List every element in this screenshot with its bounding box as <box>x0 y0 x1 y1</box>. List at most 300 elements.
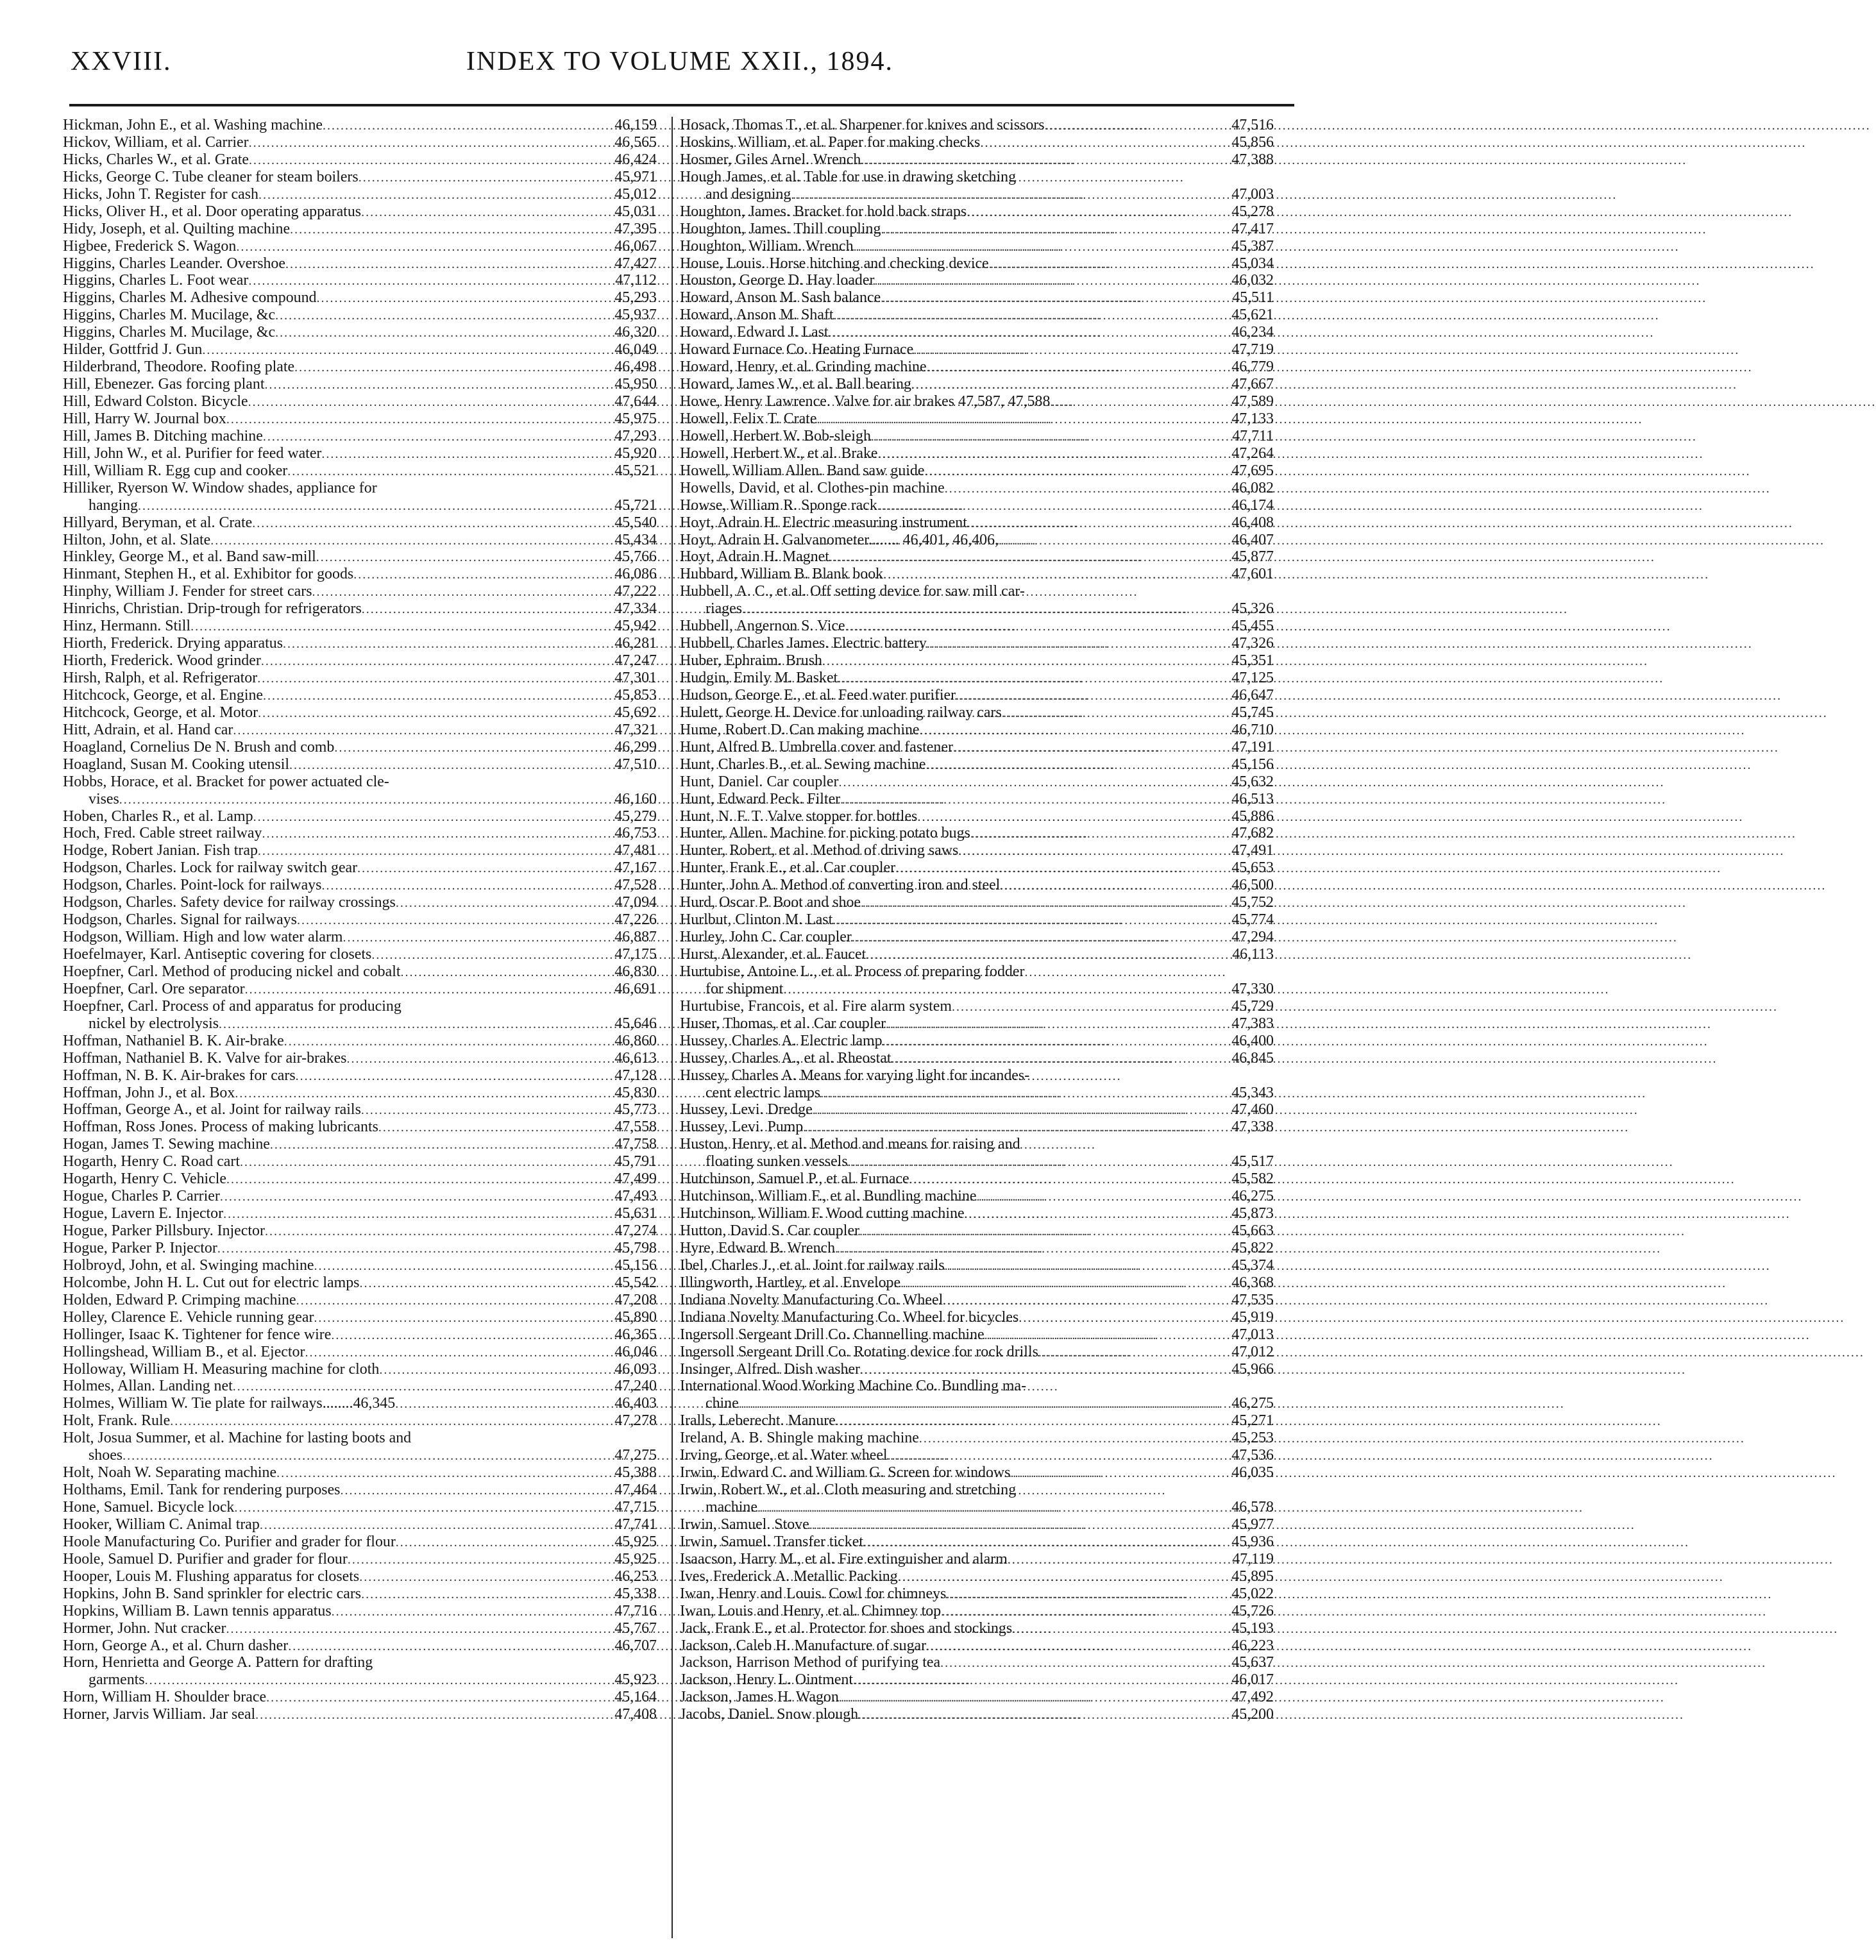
index-entry <box>63 1499 657 1516</box>
dot-leader <box>343 929 603 947</box>
right-index-column <box>680 117 1274 1723</box>
dot-leader <box>859 1223 1220 1240</box>
entry-text: Hopkins, John B. Sand sprinkler for electric cars <box>63 1585 362 1602</box>
entry-text: Holcombe, John H. L. Cut out for electric lamps <box>63 1274 360 1291</box>
entry-text: Iwan, Henry and Louis. Cowl for chimneys <box>680 1585 947 1602</box>
patent-number: 46,691 <box>614 980 657 997</box>
patent-number: 47,013 <box>1231 1326 1274 1343</box>
index-entry <box>63 410 657 428</box>
index-entry <box>63 1292 657 1309</box>
entry-text: Hough James, et al. Table for use in drawing sketching <box>680 168 1017 185</box>
entry-text: Hoch, Fred. Cable street railway <box>63 825 262 842</box>
patent-number: 45,517 <box>1231 1153 1274 1170</box>
dot-leader <box>233 1378 603 1396</box>
entry-text: Hutton, David S. Car coupler <box>680 1222 860 1239</box>
dot-leader <box>853 1672 1220 1689</box>
patent-number: 45,937 <box>614 307 657 324</box>
entry-text: Hurlbut, Clinton M. Last <box>680 911 833 929</box>
dot-leader <box>989 256 1220 273</box>
entry-text: Hone, Samuel. Bicycle lock <box>63 1499 235 1516</box>
index-entry <box>680 255 1274 273</box>
patent-number: 47,491 <box>1231 842 1274 859</box>
entry-text: Hooper, Louis M. Flushing apparatus for closets <box>63 1567 360 1585</box>
dot-leader <box>220 1188 603 1206</box>
dot-leader <box>895 860 1220 877</box>
index-entry <box>680 341 1274 359</box>
index-entry <box>63 1205 657 1222</box>
index-entry <box>680 514 1274 532</box>
patent-number: 47,326 <box>1231 635 1274 652</box>
entry-text: Ives, Frederick A. Metallic Packing <box>680 1567 898 1585</box>
patent-number: 46,275 <box>1231 1395 1274 1412</box>
dot-leader <box>321 877 603 895</box>
index-entry <box>63 1101 657 1119</box>
entry-text: and designing <box>706 185 791 203</box>
entry-text: Howard, Henry, et al. Grinding machine <box>680 359 927 376</box>
entry-text: Holley, Clarence E. Vehicle running gear <box>63 1308 314 1326</box>
patent-number: 46,046 <box>614 1343 657 1360</box>
dot-leader <box>353 566 603 584</box>
patent-number: 45,971 <box>614 168 657 185</box>
index-entry <box>63 1603 657 1620</box>
entry-text: Hickov, William, et al. Carrier <box>63 133 249 151</box>
entry-text: Hodgson, Charles. Lock for railway switch gear <box>63 859 358 877</box>
index-entry <box>680 791 1274 808</box>
patent-number: 47,715 <box>614 1499 657 1516</box>
patent-number: 46,613 <box>614 1049 657 1067</box>
entry-text: Hodgson, Charles. Point-lock for railways <box>63 877 322 894</box>
patent-number: 46,500 <box>1231 877 1274 894</box>
dot-leader <box>861 152 1220 169</box>
entry-text: Huber, Ephraim. Brush <box>680 652 822 670</box>
dot-leader <box>145 1672 603 1689</box>
entry-text: Ingersoll Sergeant Drill Co. Rotating device for rock drills <box>680 1343 1038 1360</box>
index-entry <box>680 1533 1274 1551</box>
entry-text: Howard Furnace Co. Heating Furnace <box>680 341 914 359</box>
index-entry <box>63 1085 657 1102</box>
entry-text: Hillyard, Beryman, et al. Crate <box>63 514 253 531</box>
patent-number: 47,493 <box>614 1188 657 1205</box>
index-entry <box>680 221 1274 238</box>
index-entry <box>680 1309 1274 1326</box>
index-entry <box>680 1170 1274 1188</box>
index-entry <box>680 877 1274 894</box>
entry-text: Hodgson, William. High and low water alarm <box>63 929 343 946</box>
dot-leader <box>396 895 603 912</box>
entry-text: Hill, Harry W. Journal box <box>63 410 226 427</box>
dot-leader <box>1010 1465 1220 1482</box>
patent-number: 45,830 <box>614 1084 657 1101</box>
index-entry <box>680 1568 1274 1585</box>
index-entry <box>680 151 1274 169</box>
patent-number: 47,222 <box>614 583 657 600</box>
index-entry <box>680 894 1274 911</box>
index-entry <box>680 1430 1274 1447</box>
entry-text: Hoffman, John J., et al. Box <box>63 1084 235 1101</box>
index-entry <box>680 1551 1274 1568</box>
dot-leader <box>235 1085 603 1102</box>
entry-text: Hudgin, Emily M. Basket <box>680 670 838 686</box>
entry-text: Hosack, Thomas T., et al. Sharpener for knives and scissors <box>680 117 1045 133</box>
patent-number: 45,022 <box>1231 1585 1274 1602</box>
index-entry <box>63 480 657 497</box>
index-entry <box>63 532 657 549</box>
dot-leader <box>967 515 1220 532</box>
entry-text: Hoagland, Susan M. Cooking utensil <box>63 756 290 773</box>
entry-text: Hubbell, A. C., et al. Off setting device for saw mill car- <box>680 583 1025 600</box>
dot-leader <box>289 757 603 774</box>
patent-number: 45,387 <box>1231 237 1274 255</box>
patent-number: 47,460 <box>1231 1101 1274 1119</box>
entry-text: Howard, Anson M. Sash balance <box>680 289 881 307</box>
entry-text: Iwan, Louis and Henry, et al. Chimney top <box>680 1602 942 1619</box>
entry-text: Hurd, Oscar P. Boot and shoe <box>680 894 861 911</box>
index-entry <box>63 998 657 1015</box>
entry-text: Holden, Edward P. Crimping machine <box>63 1291 296 1308</box>
index-entry <box>680 911 1274 929</box>
dot-leader <box>1050 394 1220 411</box>
entry-text: Iralls, Leberecht. Manure <box>680 1412 836 1430</box>
patent-number: 45,621 <box>1231 307 1274 324</box>
dot-leader <box>967 204 1220 221</box>
dot-leader <box>270 1136 603 1154</box>
dot-leader <box>845 618 1220 636</box>
patent-number: 47,388 <box>1231 151 1274 168</box>
patent-number: 47,334 <box>614 600 657 618</box>
dot-leader <box>945 1258 1220 1275</box>
patent-number: 46,710 <box>1231 721 1274 738</box>
index-entry <box>63 1551 657 1568</box>
patent-number: 45,338 <box>614 1585 657 1602</box>
entry-text: Hoepfner, Carl. Method of producing nickel and cobalt <box>63 963 401 980</box>
dot-leader <box>956 688 1220 705</box>
patent-number: 45,374 <box>1231 1256 1274 1274</box>
patent-number: 45,877 <box>1231 548 1274 566</box>
index-entry <box>63 670 657 687</box>
dot-leader <box>926 757 1221 774</box>
patent-number: 45,388 <box>614 1464 657 1482</box>
dot-leader <box>888 1448 1220 1465</box>
patent-number: 47,535 <box>1231 1291 1274 1308</box>
patent-number: 47,667 <box>1231 376 1274 393</box>
index-entry <box>63 946 657 963</box>
patent-number: 45,692 <box>614 704 657 721</box>
entry-text: Houghton, James. Bracket for hold back straps <box>680 203 967 220</box>
index-entry <box>63 1689 657 1706</box>
patent-number: 47,558 <box>614 1119 657 1136</box>
entry-text: Hogue, Lavern E. Injector <box>63 1205 224 1222</box>
patent-number: 47,338 <box>1231 1119 1274 1136</box>
patent-number: 47,133 <box>1231 410 1274 427</box>
dot-leader <box>317 290 604 307</box>
patent-number: 45,164 <box>614 1689 657 1706</box>
patent-number: 45,925 <box>614 1533 657 1550</box>
entry-text: Irwin, Samuel. Transfer ticket <box>680 1533 863 1550</box>
patent-number: 45,923 <box>614 1671 657 1689</box>
index-entry <box>680 583 1274 600</box>
dot-leader <box>258 843 603 860</box>
entry-text: Hoffman, George A., et al. Joint for railway rails <box>63 1101 361 1119</box>
patent-number: 46,403 <box>614 1395 657 1412</box>
entry-text: hanging <box>89 496 138 514</box>
patent-number: 45,856 <box>1231 133 1274 151</box>
dot-leader <box>217 1240 603 1258</box>
dot-leader <box>340 1482 603 1500</box>
patent-number: 45,156 <box>1231 756 1274 773</box>
patent-number: 45,511 <box>1232 289 1274 307</box>
index-entry <box>63 1067 657 1085</box>
entry-text: Hunt, Charles B., et al. Sewing machine <box>680 756 926 773</box>
entry-text: Higgins, Charles M. Adhesive compound <box>63 289 317 307</box>
dot-leader <box>361 204 603 221</box>
patent-number: 47,383 <box>1231 1015 1274 1032</box>
entry-text: Houghton, William. Wrench <box>680 237 854 255</box>
index-entry <box>63 808 657 825</box>
dot-leader <box>258 187 603 204</box>
index-entry-continuation <box>680 1153 1274 1170</box>
patent-number: 46,860 <box>614 1032 657 1049</box>
dot-leader <box>945 480 1220 498</box>
patent-number: 46,887 <box>614 929 657 946</box>
index-entry <box>680 203 1274 221</box>
dot-leader <box>371 947 603 964</box>
patent-number: 45,950 <box>614 376 657 393</box>
dot-leader <box>999 532 1220 550</box>
entry-text: Hicks, Oliver H., et al. Door operating apparatus <box>63 203 362 220</box>
entry-text: Holt, Noah W. Separating machine <box>63 1464 277 1482</box>
entry-text: Hutchinson, William F., et al. Bundling machine <box>680 1188 977 1205</box>
index-entry <box>63 722 657 739</box>
entry-text: Holt, Frank. Rule <box>63 1412 171 1430</box>
patent-number: 47,226 <box>614 911 657 929</box>
dot-leader <box>958 843 1220 860</box>
index-entry <box>680 169 1274 186</box>
dot-leader <box>240 1154 603 1171</box>
index-entry <box>680 1637 1274 1655</box>
entry-text: Hudson, George E., et al. Feed water purifier <box>680 686 956 704</box>
left-index-column <box>63 117 657 1723</box>
index-entry <box>63 151 657 169</box>
entry-text: Hunt, Edward Peck. Filter <box>680 790 841 807</box>
dot-leader <box>119 791 603 809</box>
index-entry <box>680 1671 1274 1689</box>
dot-leader <box>226 1621 603 1638</box>
patent-number: 46,082 <box>1231 479 1274 496</box>
patent-number: 45,156 <box>614 1256 657 1274</box>
patent-number: 46,498 <box>614 359 657 376</box>
entry-text: Hinphy, William J. Fender for street cars <box>63 583 312 600</box>
index-entry <box>63 1654 657 1671</box>
dot-leader <box>809 1517 1220 1534</box>
entry-text: Hunter, Frank E., et al. Car coupler <box>680 859 896 877</box>
patent-number: 46,830 <box>614 963 657 980</box>
entry-text: Hyre, Edward B. Wrench <box>680 1239 836 1256</box>
patent-number: 47,264 <box>1231 444 1274 462</box>
dot-leader <box>361 1102 603 1119</box>
entry-text: Holmes, Allan. Landing net <box>63 1378 233 1395</box>
dot-leader <box>941 1603 1220 1621</box>
patent-number: 45,773 <box>614 1101 657 1119</box>
index-entry <box>680 393 1274 410</box>
patent-number: 47,175 <box>614 946 657 963</box>
entry-text: Ibel, Charles J., et al. Joint for railway rails <box>680 1256 945 1274</box>
entry-text: Hill, William R. Egg cup and cooker <box>63 462 288 479</box>
index-entry <box>680 618 1274 635</box>
patent-number: 47,330 <box>1231 980 1274 997</box>
entry-text: Howse, William R. Sponge rack <box>680 496 877 514</box>
index-entry <box>63 221 657 238</box>
dot-leader <box>245 981 603 999</box>
patent-number: 46,845 <box>1231 1049 1274 1067</box>
index-entry <box>63 1464 657 1482</box>
index-entry <box>680 1274 1274 1292</box>
patent-number: 45,351 <box>1231 652 1274 670</box>
patent-number: 45,521 <box>614 462 657 479</box>
patent-number: 46,049 <box>614 341 657 359</box>
index-entry <box>680 773 1274 791</box>
dot-leader <box>952 999 1220 1016</box>
patent-number: 47,510 <box>614 756 657 773</box>
patent-number: 45,031 <box>614 203 657 220</box>
index-entry <box>680 1205 1274 1222</box>
dot-leader <box>262 825 603 843</box>
dot-leader <box>314 1310 603 1327</box>
index-entry <box>680 1136 1274 1153</box>
entry-text: Hopkins, William B. Lawn tennis apparatus <box>63 1602 332 1619</box>
dot-leader <box>940 1655 1220 1672</box>
index-entry <box>680 1292 1274 1309</box>
index-entry <box>680 480 1274 497</box>
dot-leader <box>296 1292 603 1310</box>
index-entry <box>680 1412 1274 1430</box>
page-header <box>71 46 1289 91</box>
index-entry <box>680 652 1274 670</box>
dot-leader <box>233 722 603 739</box>
entry-text: Hogarth, Henry C. Road cart <box>63 1153 240 1170</box>
entry-text: Irwin, Edward C. and William G. Screen for windows <box>680 1464 1011 1482</box>
index-entry <box>63 842 657 859</box>
patent-number: 45,798 <box>614 1239 657 1256</box>
patent-number: 45,193 <box>1231 1619 1274 1637</box>
dot-leader <box>860 1362 1220 1379</box>
index-entry <box>680 756 1274 773</box>
dot-leader <box>255 1707 603 1724</box>
dot-leader <box>892 1051 1220 1068</box>
entry-text: Higgins, Charles L. Foot wear <box>63 272 249 289</box>
index-entry <box>63 289 657 307</box>
index-entry <box>680 929 1274 946</box>
index-entry <box>680 376 1274 393</box>
index-entry <box>63 1585 657 1603</box>
dot-leader <box>332 1603 603 1621</box>
entry-text: Indiana Novelty Manufacturing Co. Wheel for bicycles <box>680 1308 1019 1326</box>
index-entry <box>680 687 1274 704</box>
dot-leader <box>883 1033 1220 1051</box>
entry-text: Hilderbrand, Theodore. Roofing plate <box>63 359 295 376</box>
patent-number: 46,281 <box>614 635 657 652</box>
entry-text: Hussey, Charles A., et al. Rheostat <box>680 1049 892 1067</box>
index-entry <box>680 1119 1274 1136</box>
index-entry <box>63 341 657 359</box>
entry-text: Holloway, William H. Measuring machine for cloth <box>63 1360 380 1378</box>
entry-text: Hogue, Parker P. Injector <box>63 1239 217 1256</box>
dot-leader <box>252 515 603 532</box>
entry-text: Hoskins, William, et al. Paper for making checks <box>680 133 981 151</box>
entry-text: International Wood Working Machine Co. Bundling ma- <box>680 1378 1027 1395</box>
patent-number: 46,160 <box>614 790 657 807</box>
entry-text: Huston, Henry, et al. Method and means for raising and <box>680 1136 1020 1153</box>
index-entry <box>680 1015 1274 1033</box>
index-entry-continuation <box>680 981 1274 998</box>
index-entry <box>63 462 657 480</box>
dot-leader <box>852 929 1220 947</box>
entry-text: Hinz, Hermann. Still <box>63 618 191 635</box>
patent-number: 47,481 <box>614 842 657 859</box>
entry-text: Howard, Anson M. Shaft <box>680 307 834 324</box>
index-entry <box>63 445 657 462</box>
dot-leader <box>1012 1621 1220 1638</box>
dot-leader <box>297 912 603 929</box>
patent-number: 45,942 <box>614 618 657 635</box>
entry-text: Jackson, Henry L. Ointment <box>680 1671 854 1689</box>
dot-leader <box>886 1016 1220 1033</box>
entry-text: Hobbs, Horace, et al. Bracket for power actuated cle- <box>63 773 389 790</box>
entry-text: Hoole Manufacturing Co. Purifier and grader for flour <box>63 1533 396 1550</box>
patent-number: 45,271 <box>1231 1412 1274 1430</box>
index-entry <box>680 532 1274 549</box>
entry-text: Hoffman, Nathaniel B. K. Valve for air-brakes <box>63 1049 347 1067</box>
patent-number: 45,853 <box>614 686 657 704</box>
index-entry <box>63 911 657 929</box>
patent-number: 45,729 <box>1231 997 1274 1015</box>
dot-leader <box>858 1707 1220 1724</box>
dot-leader <box>294 359 603 376</box>
entry-text: Hutchinson, William F. Wood cutting machine <box>680 1205 965 1222</box>
patent-number: 47,695 <box>1231 462 1274 479</box>
patent-number: 45,745 <box>1231 704 1274 721</box>
entry-text: Hinrichs, Christian. Drip-trough for refrigerators <box>63 600 362 618</box>
dot-leader <box>253 809 603 826</box>
patent-number: 45,293 <box>614 289 657 307</box>
index-entry <box>63 376 657 393</box>
entry-text: Hoefelmayer, Karl. Antiseptic covering for closets <box>63 946 372 963</box>
patent-number: 46,753 <box>614 825 657 842</box>
entry-text: Hitchcock, George, et al. Engine <box>63 686 264 704</box>
index-entry <box>63 704 657 722</box>
patent-number: 47,119 <box>1232 1550 1274 1567</box>
index-entry <box>63 1620 657 1637</box>
index-entry <box>63 773 657 791</box>
dot-leader <box>316 549 603 566</box>
patent-number: 47,492 <box>1231 1689 1274 1706</box>
dot-leader <box>739 1396 1220 1413</box>
index-entry <box>680 1188 1274 1205</box>
dot-leader <box>288 1638 603 1655</box>
dot-leader <box>742 601 1220 618</box>
index-entry <box>680 1654 1274 1671</box>
entry-text: Hogue, Parker Pillsbury. Injector <box>63 1222 265 1239</box>
entry-text: Hunter, Robert, et al. Method of driving saws <box>680 842 959 859</box>
patent-number: 45,653 <box>1231 859 1274 877</box>
entry-text: Hussey, Levi. Dredge <box>680 1101 813 1119</box>
index-entry <box>63 894 657 911</box>
index-entry-continuation <box>63 1015 657 1033</box>
entry-text: Hollinger, Isaac K. Tightener for fence wire <box>63 1326 332 1343</box>
patent-number: 47,274 <box>614 1222 657 1239</box>
index-entry <box>63 324 657 341</box>
column-divider <box>672 117 673 1938</box>
index-entry <box>680 272 1274 289</box>
